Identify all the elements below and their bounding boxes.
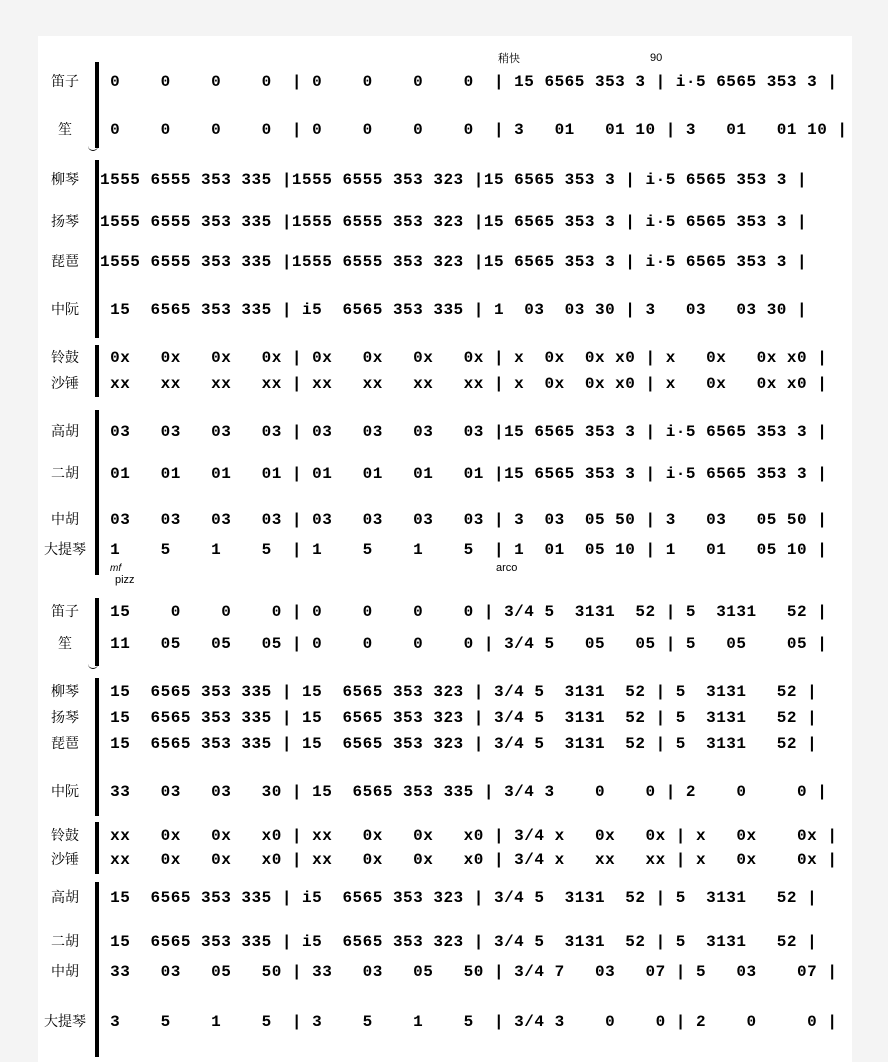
part-name: 铃鼓 xyxy=(51,828,79,844)
part-notes: 0x 0x 0x 0x | 0x 0x 0x 0x | x 0x 0x x0 | x 0x 0x x0 | xyxy=(100,349,828,367)
part-name: 扬琴 xyxy=(51,710,79,726)
part-notes: 15 6565 353 335 | 15 6565 353 323 | 3/4 5 3131 52 | 5 3131 52 | xyxy=(100,683,818,701)
part-name: 柳琴 xyxy=(51,172,79,188)
part-notes: 15 6565 353 335 | i5 6565 353 323 | 3/4 5 3131 52 | 5 3131 52 | xyxy=(100,933,818,951)
part-name: 二胡 xyxy=(51,934,79,950)
dynamic-mark: mf xyxy=(110,563,122,574)
tempo-label: 稍快 xyxy=(498,53,520,65)
part-name: 铃鼓 xyxy=(51,350,79,366)
part-name: 二胡 xyxy=(51,466,79,482)
part-notes: 33 03 03 30 | 15 6565 353 335 | 3/4 3 0 0 | 2 0 0 | xyxy=(100,783,828,801)
part-notes: xx 0x 0x x0 | xx 0x 0x x0 | 3/4 x xx xx | x 0x 0x | xyxy=(100,851,838,869)
part-name: 扬琴 xyxy=(51,214,79,230)
part-notes: 15 6565 353 335 | 15 6565 353 323 | 3/4 5 3131 52 | 5 3131 52 | xyxy=(100,709,818,727)
part-name: 琵琶 xyxy=(51,736,79,752)
tempo-mark: 90 xyxy=(650,52,663,64)
part-name: 中阮 xyxy=(51,302,79,318)
part-name: 笙 xyxy=(58,122,72,138)
part-name: 大提琴 xyxy=(44,542,86,558)
part-notes: xx 0x 0x x0 | xx 0x 0x x0 | 3/4 x 0x 0x | x 0x 0x | xyxy=(100,827,838,845)
part-name: 笛子 xyxy=(51,74,79,90)
part-notes: 3 5 1 5 | 3 5 1 5 | 3/4 3 0 0 | 2 0 0 | xyxy=(100,1013,838,1031)
part-notes: 15 6565 353 335 | i5 6565 353 323 | 3/4 5 3131 52 | 5 3131 52 | xyxy=(100,889,818,907)
part-name: 中胡 xyxy=(51,964,79,980)
part-name: 笛子 xyxy=(51,604,79,620)
part-notes: xx xx xx xx | xx xx xx xx | x 0x 0x x0 | x 0x 0x x0 | xyxy=(100,375,828,393)
part-name: 柳琴 xyxy=(51,684,79,700)
part-name: 沙锤 xyxy=(51,852,79,868)
part-notes: 1555 6555 353 335 |1555 6555 353 323 |15 6565 353 3 | i·5 6565 353 3 | xyxy=(100,253,808,271)
bracket-bowed-1 xyxy=(95,410,99,575)
part-notes: 15 6565 353 335 | 15 6565 353 323 | 3/4 5 3131 52 | 5 3131 52 | xyxy=(100,735,818,753)
part-notes: 15 6565 353 335 | i5 6565 353 335 | 1 03 03 30 | 3 03 03 30 | xyxy=(100,301,808,319)
bracket-plucked-1 xyxy=(95,160,99,338)
part-name: 中胡 xyxy=(51,512,79,528)
part-name: 中阮 xyxy=(51,784,79,800)
part-name: 高胡 xyxy=(51,424,79,440)
part-notes: 1 5 1 5 | 1 5 1 5 | 1 01 05 10 | 1 01 05 10 | xyxy=(100,541,828,559)
part-notes: 0 0 0 0 | 0 0 0 0 | 3 01 01 10 | 3 01 01 10 | xyxy=(100,121,848,139)
part-notes: 1555 6555 353 335 |1555 6555 353 323 |15 6565 353 3 | i·5 6565 353 3 | xyxy=(100,171,808,189)
part-name: 沙锤 xyxy=(51,376,79,392)
part-name: 高胡 xyxy=(51,890,79,906)
part-notes: 03 03 03 03 | 03 03 03 03 |15 6565 353 3 | i·5 6565 353 3 | xyxy=(100,423,828,441)
part-name: 大提琴 xyxy=(44,1014,86,1030)
part-name: 琵琶 xyxy=(51,254,79,270)
part-notes: 01 01 01 01 | 01 01 01 01 |15 6565 353 3 | i·5 6565 353 3 | xyxy=(100,465,828,483)
bracket-winds-2 xyxy=(95,598,99,666)
bracket-plucked-2 xyxy=(95,678,99,816)
bracket-bowed-2 xyxy=(95,882,99,1057)
bracket-perc-2 xyxy=(95,822,99,874)
arco-label: arco xyxy=(496,562,518,574)
part-notes: 11 05 05 05 | 0 0 0 0 | 3/4 5 05 05 | 5 05 05 | xyxy=(100,635,828,653)
part-name: 笙 xyxy=(58,636,72,652)
bracket-winds-1 xyxy=(95,62,99,148)
pizz-label: pizz xyxy=(115,574,135,586)
part-notes: 03 03 03 03 | 03 03 03 03 | 3 03 05 50 | 3 03 05 50 | xyxy=(100,511,828,529)
part-notes: 33 03 05 50 | 33 03 05 50 | 3/4 7 03 07 | 5 03 07 | xyxy=(100,963,838,981)
part-notes: 1555 6555 353 335 |1555 6555 353 323 |15 6565 353 3 | i·5 6565 353 3 | xyxy=(100,213,808,231)
part-notes: 15 0 0 0 | 0 0 0 0 | 3/4 5 3131 52 | 5 3131 52 | xyxy=(100,603,828,621)
bracket-perc-1 xyxy=(95,345,99,397)
part-notes: 0 0 0 0 | 0 0 0 0 | 15 6565 353 3 | i·5 6565 353 3 | xyxy=(100,73,838,91)
